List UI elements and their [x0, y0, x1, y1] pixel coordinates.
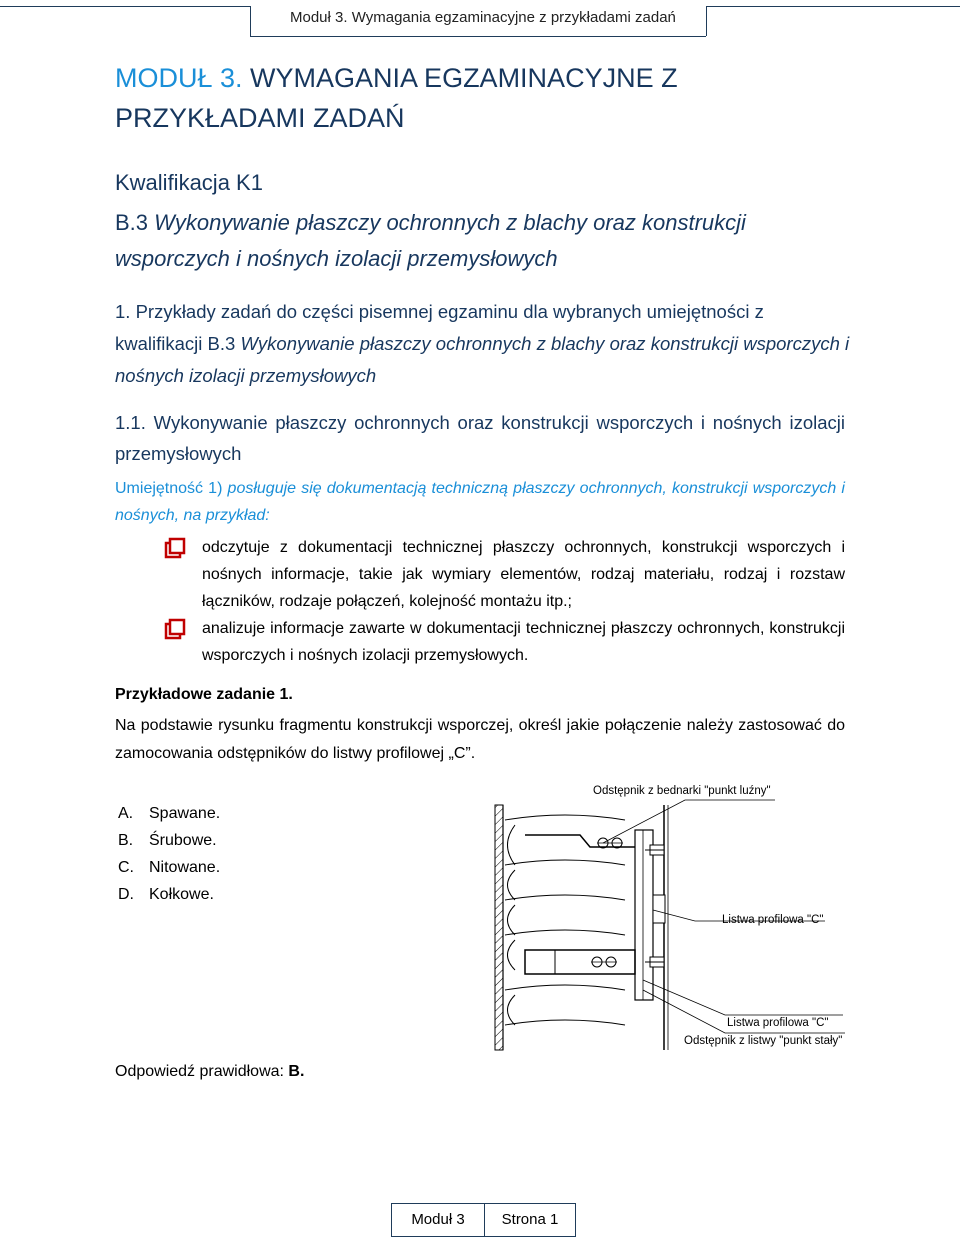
answer-text: Nitowane.	[149, 859, 221, 876]
task-question: Na podstawie rysunku fragmentu konstrukcji wsporczej, określ jakie połączenie należy zastosować do zamocowania odstępników do listwy profilowej „C”.	[115, 717, 845, 762]
qualification-code: B.3	[115, 210, 149, 235]
label-bottom1: Listwa profilowa "C"	[727, 1017, 829, 1029]
bullet-item: odczytuje z dokumentacji technicznej płaszczy ochronnych, konstrukcji wsporczych i nośnych informacje, takie jak wymiary elementów, rodzaj materiału, rodzaj i rozstaw łączników, rodzaje połączeń, kolejność montażu itp.;	[202, 539, 845, 610]
answer-text: Spawane.	[149, 805, 221, 822]
qualification-label: Kwalifikacja K1	[115, 170, 263, 195]
header-rule-right	[706, 6, 960, 7]
answer-option	[118, 859, 220, 877]
footer-module: Moduł 3	[391, 1203, 485, 1237]
skill-italic: posługuje się dokumentacją techniczną płaszczy ochronnych, konstrukcji wsporczych i nośnych, na przykład:	[115, 480, 845, 524]
header-rule-left	[0, 6, 250, 7]
spacer-fixed	[525, 950, 635, 974]
answer-option	[118, 805, 220, 823]
header-rule-left-vertical	[250, 6, 251, 36]
c-profile-clip	[653, 895, 665, 923]
task-title: Przykładowe zadanie 1.	[115, 686, 293, 703]
skill-description	[115, 475, 845, 529]
leader-top	[603, 800, 775, 843]
label-bottom2: Odstępnik z listwy "punkt stały"	[684, 1035, 843, 1047]
answer-option	[118, 886, 214, 904]
page-title	[115, 58, 875, 138]
correct-answer	[115, 1063, 304, 1081]
correct-answer-value: B.	[288, 1063, 305, 1080]
answer-letter: C.	[118, 859, 134, 876]
running-header: Moduł 3. Wymagania egzaminacyjne z przykładami zadań	[290, 9, 676, 26]
label-mid: Listwa profilowa "C"	[722, 914, 824, 926]
header-rule-right-vertical	[706, 6, 707, 36]
answer-text: Kołkowe.	[149, 886, 214, 903]
support-structure-drawing	[485, 775, 855, 1055]
checkbox-bullet-icon	[162, 617, 186, 641]
correct-answer-label: Odpowiedź prawidłowa:	[115, 1063, 289, 1080]
bullet-item: analizuje informacje zawarte w dokumentacji technicznej płaszczy ochronnych, konstrukcji wsporczych i nośnych izolacji przemysłowych.	[202, 620, 845, 664]
checkbox-bullet-icon	[162, 536, 186, 560]
title-rest: WYMAGANIA EGZAMINACYJNE Z PRZYKŁADAMI ZADAŃ	[115, 63, 678, 133]
section-1-heading	[115, 296, 855, 392]
answer-letter: A.	[118, 805, 134, 822]
answer-text: Śrubowe.	[149, 832, 217, 849]
qualification-name	[115, 205, 855, 277]
section-1-1-heading: 1.1. Wykonywanie płaszczy ochronnych oraz konstrukcji wsporczych i nośnych izolacji przemysłowych	[115, 412, 845, 464]
wall-hatch	[495, 805, 503, 1050]
answer-letter: B.	[118, 832, 134, 849]
answer-option	[118, 832, 217, 850]
spacer-loose	[525, 835, 635, 847]
skill-label: Umiejętność 1)	[115, 480, 228, 497]
answer-letter: D.	[118, 886, 134, 903]
footer-page: Strona 1	[484, 1203, 576, 1237]
label-top: Odstępnik z bednarki "punkt luźny"	[593, 785, 771, 797]
leader-bottom1	[643, 980, 843, 1015]
title-module: MODUŁ 3.	[115, 63, 243, 93]
qualification-title: Wykonywanie płaszczy ochronnych z blachy oraz konstrukcji wsporczych i nośnych izolacji przemysłowych	[115, 210, 746, 271]
header-rule-bottom	[250, 36, 706, 37]
section-1-italic: Wykonywanie płaszczy ochronnych z blachy oraz konstrukcji wsporczych i nośnych izolacji przemysłowych	[115, 333, 850, 386]
section-1-text: 1. Przykłady zadań do części pisemnej egzaminu dla wybranych umiejętności z kwalifikacji B.3	[115, 301, 764, 354]
